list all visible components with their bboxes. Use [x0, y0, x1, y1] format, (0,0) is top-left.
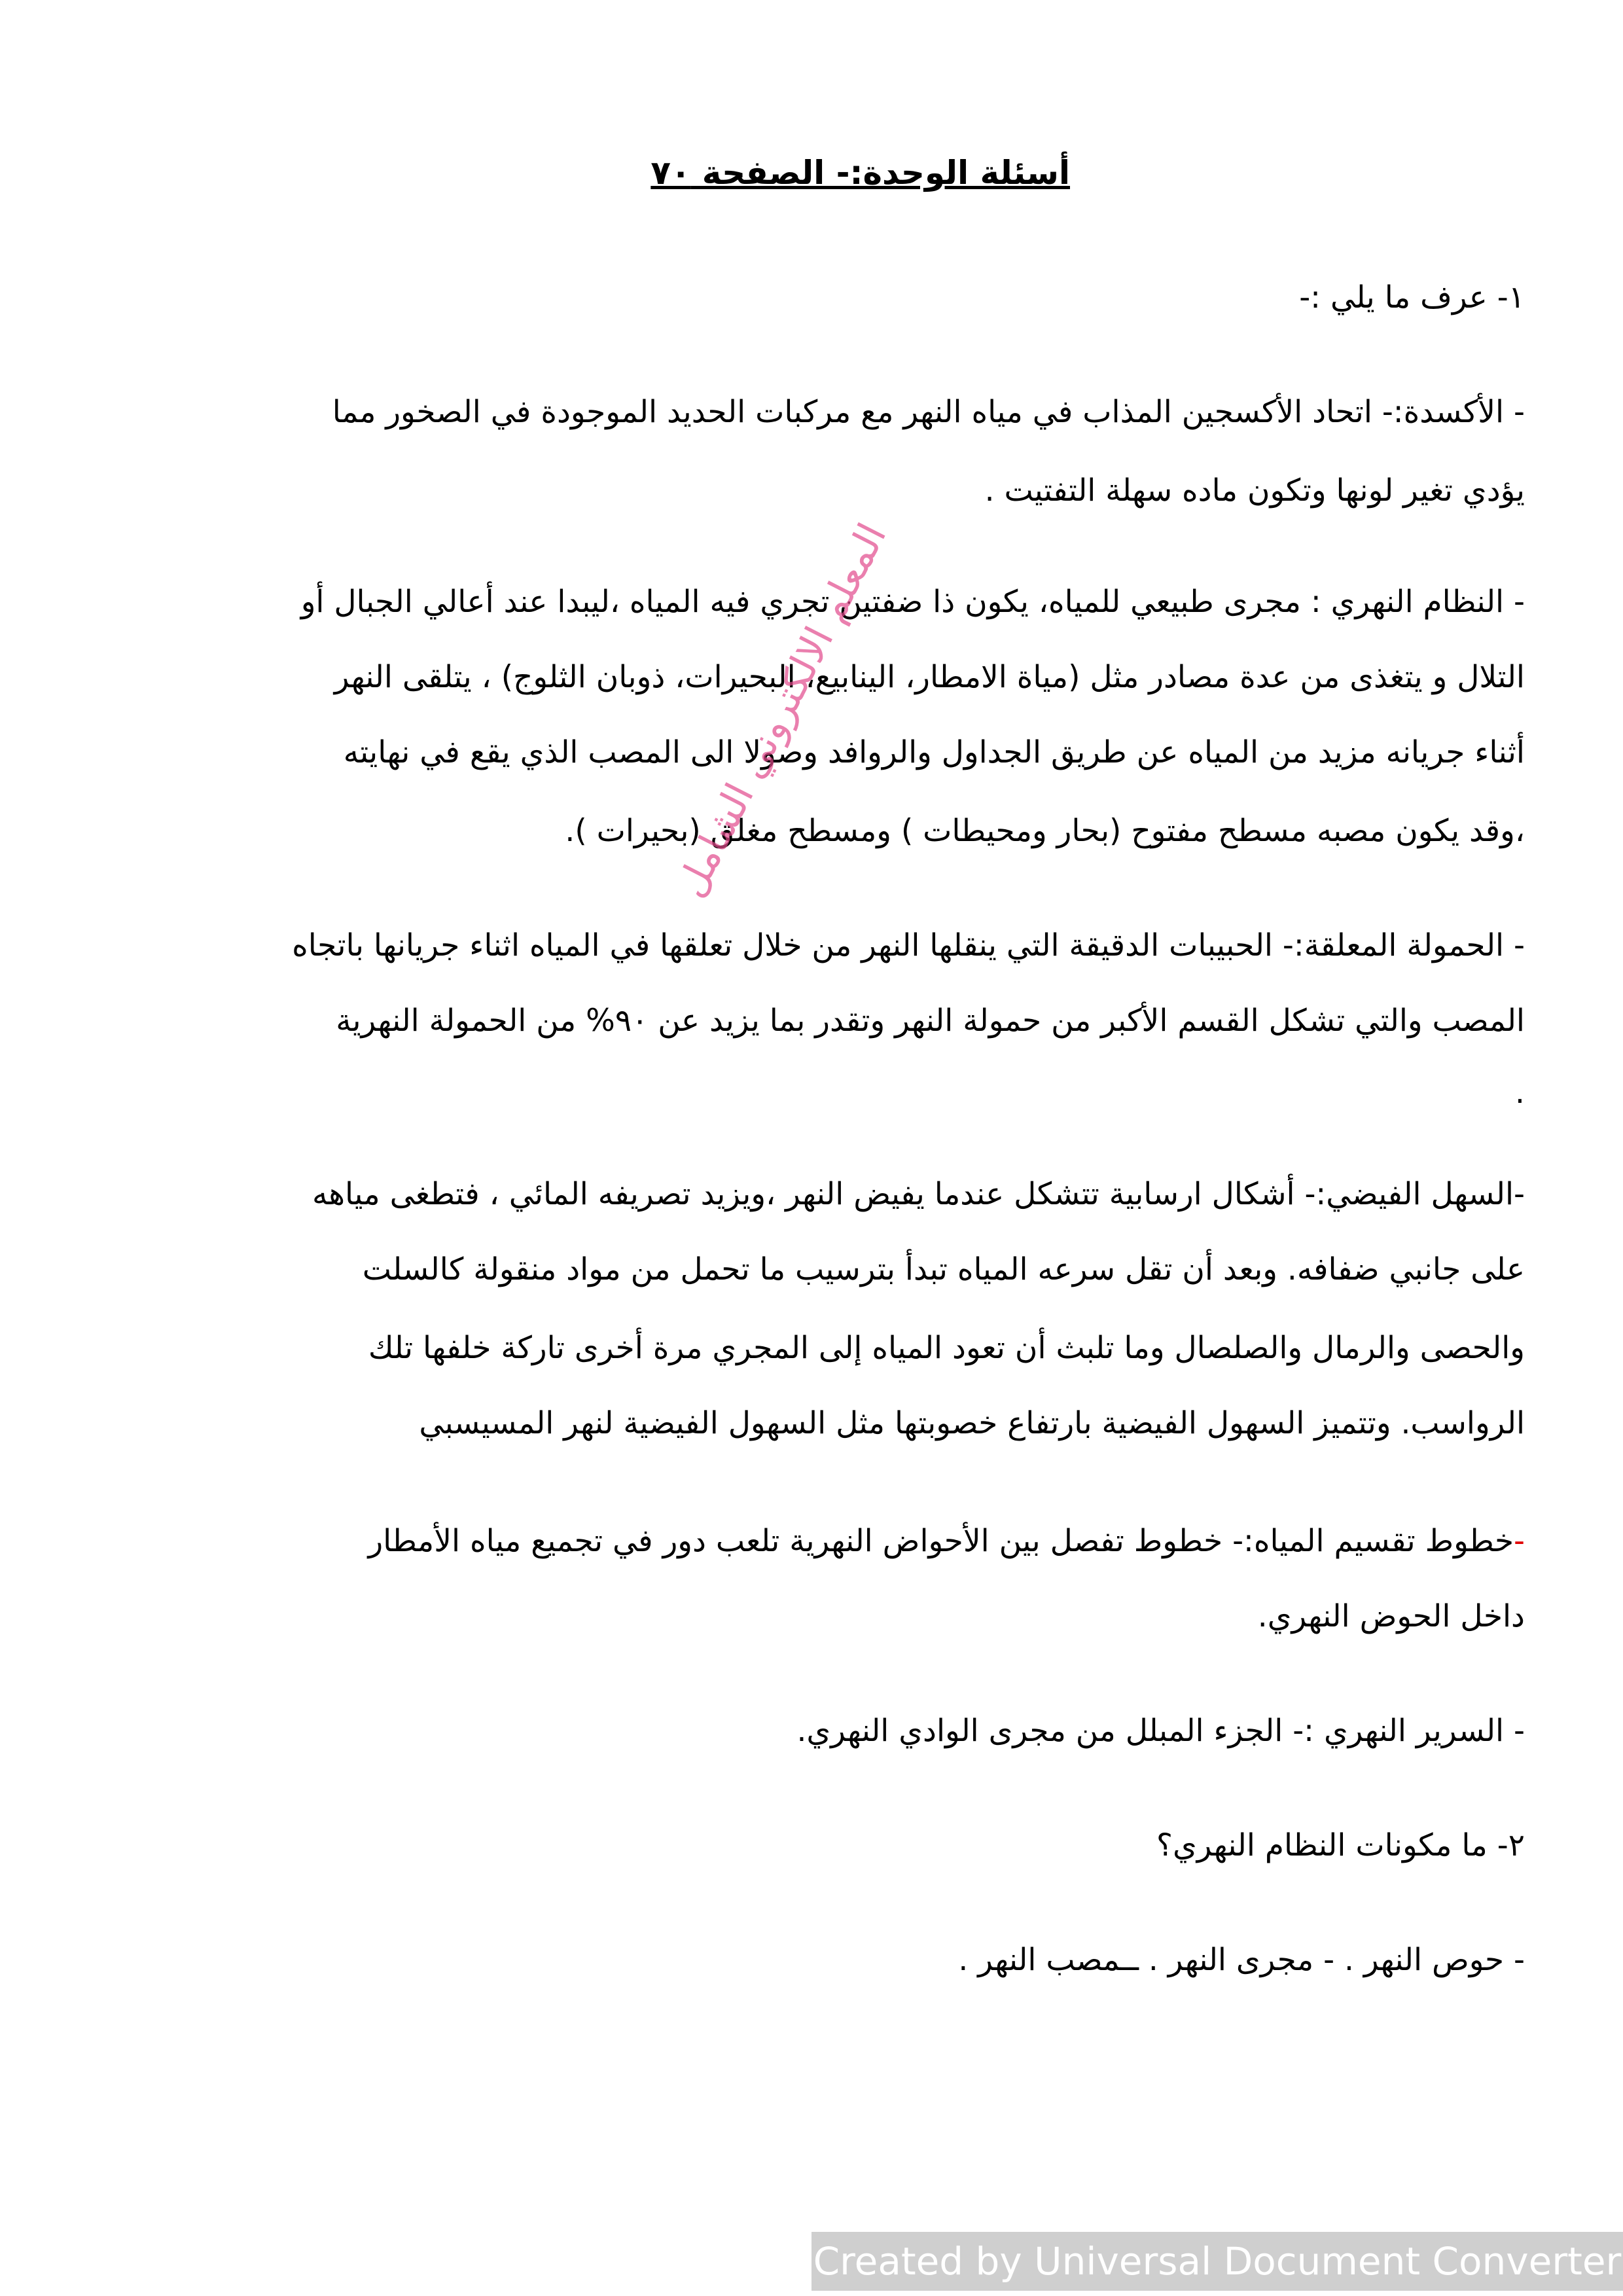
watermark-text: المعلم الالكتروني الشامل [668, 516, 896, 905]
suspended-load-line-1: - الحمولة المعلقة:- الحبيبات الدقيقة التي ينقلها النهر من خلال تعلقها في المياه اثناء جريانها باتجاه [292, 927, 1525, 963]
oxidation-line-2: يؤدي تغير لونها وتكون ماده سهلة التفتيت . [984, 473, 1525, 509]
watershed-text: خطوط تقسيم المياه:- خطوط تفصل بين الأحواض النهرية تلعب دور في تجميع مياه الأمطار [368, 1523, 1514, 1559]
oxidation-line-1: - الأكسدة:- اتحاد الأكسجين المذاب في مياه النهر مع مركبات الحديد الموجودة في الصخور مما [332, 394, 1525, 430]
page-title: أسئلة الوحدة:- الصفحة ٧٠ [651, 154, 1070, 192]
converter-footer-banner: Created by Universal Document Converter [812, 2232, 1623, 2291]
river-system-line-1: - النظام النهري : مجرى طبيعي للمياه، يكون ذا ضفتين تجري فيه المياه ،ليبدا عند أعالي الجبال أو [300, 584, 1525, 620]
watershed-line-1 [368, 1522, 1525, 1561]
suspended-load-line-2: المصب والتي تشكل القسم الأكبر من حمولة النهر وتقدر بما يزيد عن ٩٠% من الحمولة النهرية [336, 1003, 1525, 1039]
floodplain-line-2: على جانبي ضفافه. وبعد أن تقل سرعه المياه تبدأ بترسيب ما تحمل من مواد منقولة كالسلت [362, 1251, 1525, 1287]
watershed-line-2: داخل الحوض النهري. [1257, 1598, 1525, 1634]
floodplain-line-1: -السهل الفيضي:- أشكال ارسابية تتشكل عندما يفيض النهر ،ويزيد تصريفه المائي ، فتطغى مياهه [312, 1176, 1525, 1212]
floodplain-line-3: والحصى والرمال والصلصال وما تلبث أن تعود المياه إلى المجري مرة أخرى تاركة خلفها تلك [368, 1330, 1525, 1366]
question-2-answer: - حوص النهر . - مجرى النهر . ــمصب النهر . [958, 1942, 1525, 1978]
suspended-load-line-3: . [1515, 1075, 1525, 1111]
question-1-heading: ١- عرف ما يلي :- [1299, 279, 1525, 315]
watershed-dash: - [1514, 1523, 1525, 1559]
question-2-heading: ٢- ما مكونات النظام النهري؟ [1156, 1827, 1525, 1863]
river-system-line-2: التلال و يتغذى من عدة مصادر مثل (مياة الامطار، الينابيع، البحيرات، ذوبان الثلوج) ، يتلقى النهر [334, 659, 1525, 695]
riverbed-line: - السرير النهري :- الجزء المبلل من مجرى الوادي النهري. [796, 1713, 1525, 1749]
river-system-line-4: ،وقد يكون مصبه مسطح مفتوح (بحار ومحيطات ) ومسطح مغلق (بحيرات ). [565, 813, 1525, 849]
river-system-line-3: أثناء جريانه مزيد من المياه عن طريق الجداول والروافد وصولا الى المصب الذي يقع في نهايته [343, 734, 1525, 770]
floodplain-line-4: الرواسب. وتتميز السهول الفيضية بارتفاع خصوبتها مثل السهول الفيضية لنهر المسيسبي [419, 1405, 1525, 1441]
